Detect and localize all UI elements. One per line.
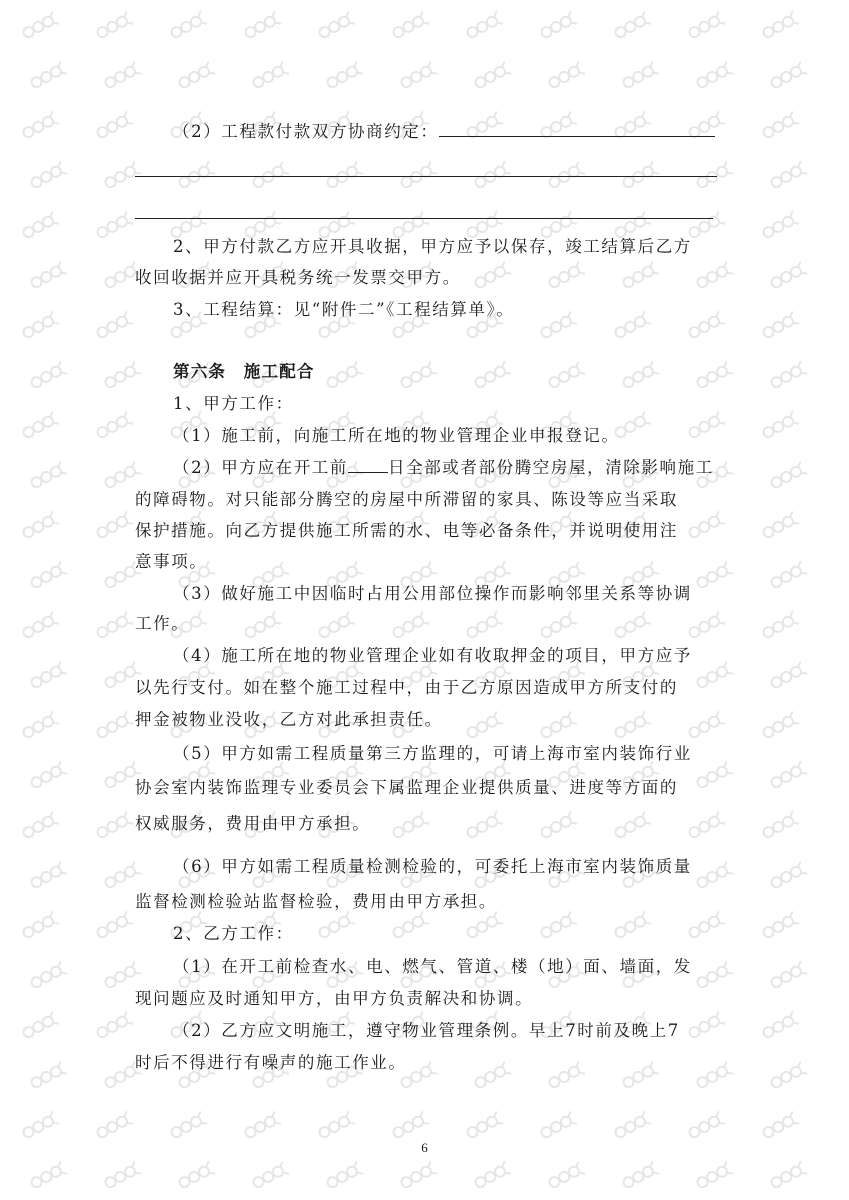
watermark-stamp: [617, 1057, 663, 1095]
watermark-stamp: [17, 107, 63, 145]
watermark-stamp: [321, 357, 367, 395]
watermark-stamp: [91, 807, 137, 845]
watermark-stamp: [683, 507, 729, 545]
watermark-stamp: [25, 557, 71, 595]
watermark-stamp: [765, 1057, 811, 1095]
watermark-stamp: [25, 1157, 71, 1195]
watermark-stamp: [683, 307, 729, 345]
watermark-stamp: [17, 307, 63, 345]
watermark-stamp: [91, 707, 137, 745]
watermark-stamp: [91, 407, 137, 445]
watermark-stamp: [469, 57, 515, 95]
watermark-stamp: [683, 7, 729, 45]
watermark-stamp: [535, 607, 581, 645]
watermark-stamp: [757, 707, 803, 745]
watermark-stamp: [99, 1157, 145, 1195]
watermark-stamp: [757, 207, 803, 245]
watermark-stamp: [765, 457, 811, 495]
watermark-stamp: [757, 607, 803, 645]
watermark-stamp: [17, 807, 63, 845]
watermark-stamp: [91, 207, 137, 245]
watermark-stamp: [461, 7, 507, 45]
watermark-stamp: [91, 907, 137, 945]
watermark-stamp: [387, 607, 433, 645]
watermark-stamp: [321, 57, 367, 95]
watermark-stamp: [25, 57, 71, 95]
watermark-stamp: [91, 7, 137, 45]
watermark-stamp: [691, 657, 737, 695]
party-a-item-6-line-1: （6）甲方如需工程质量检测检验的，可委托上海市室内装饰质量: [173, 857, 692, 876]
watermark-stamp: [25, 257, 71, 295]
party-b-work-title: 2、乙方工作：: [173, 924, 294, 943]
watermark-stamp: [461, 807, 507, 845]
watermark-stamp: [609, 807, 655, 845]
watermark-stamp: [609, 307, 655, 345]
watermark-stamp: [91, 307, 137, 345]
watermark-stamp: [535, 7, 581, 45]
watermark-stamp: [691, 957, 737, 995]
watermark-stamp: [691, 357, 737, 395]
watermark-stamp: [683, 407, 729, 445]
party-a-item-2-suffix: 日全部或者部份腾空房屋，清除影响施工: [388, 458, 714, 477]
watermark-stamp: [765, 557, 811, 595]
party-a-item-4-line-1: （4）施工所在地的物业管理企业如有收取押金的项目，甲方应予: [173, 646, 692, 665]
party-a-item-4-line-3: 押金被物业没收，乙方对此承担责任。: [135, 710, 443, 729]
watermark-stamp: [691, 557, 737, 595]
party-a-item-2-line-3: 保护措施。向乙方提供施工所需的水、电等必备条件，并说明使用注: [135, 521, 678, 540]
watermark-stamp: [757, 507, 803, 545]
clause-2-line-1: 2、甲方付款乙方应开具收据，甲方应予以保存，竣工结算后乙方: [173, 237, 692, 256]
party-a-item-2-line-2: 的障碍物。对只能部分腾空的房屋中所滞留的家具、陈设等应当采取: [135, 490, 678, 509]
watermark-stamp: [617, 1157, 663, 1195]
watermark-stamp: [395, 357, 441, 395]
watermark-stamp: [387, 807, 433, 845]
watermark-stamp: [17, 407, 63, 445]
watermark-stamp: [25, 457, 71, 495]
watermark-stamp: [17, 207, 63, 245]
watermark-stamp: [99, 57, 145, 95]
watermark-stamp: [17, 707, 63, 745]
watermark-stamp: [247, 1157, 293, 1195]
watermark-stamp: [17, 607, 63, 645]
watermark-stamp: [765, 857, 811, 895]
days-blank: [348, 458, 388, 473]
watermark-stamp: [543, 57, 589, 95]
watermark-stamp: [91, 507, 137, 545]
watermark-stamp: [765, 157, 811, 195]
watermark-stamp: [765, 957, 811, 995]
watermark-stamp: [691, 57, 737, 95]
party-a-item-2-line-4: 意事项。: [135, 552, 208, 571]
watermark-stamp: [17, 7, 63, 45]
watermark-stamp: [757, 307, 803, 345]
watermark-stamp: [757, 7, 803, 45]
party-a-item-5-line-2: 协会室内装饰监理专业委员会下属监理企业提供质量、进度等方面的: [135, 778, 678, 797]
watermark-stamp: [543, 1157, 589, 1195]
watermark-stamp: [691, 257, 737, 295]
watermark-stamp: [387, 7, 433, 45]
watermark-stamp: [239, 7, 285, 45]
watermark-stamp: [535, 907, 581, 945]
watermark-stamp: [91, 1007, 137, 1045]
party-a-item-3-line-2: 工作。: [135, 614, 190, 633]
watermark-stamp: [691, 857, 737, 895]
watermark-stamp: [91, 107, 137, 145]
watermark-stamp: [25, 857, 71, 895]
watermark-stamp: [91, 607, 137, 645]
watermark-stamp: [617, 57, 663, 95]
watermark-stamp: [765, 257, 811, 295]
watermark-stamp: [17, 1007, 63, 1045]
watermark-stamp: [469, 357, 515, 395]
party-a-item-1: （1）施工前，向施工所在地的物业管理企业申报登记。: [173, 426, 620, 445]
watermark-stamp: [765, 1157, 811, 1195]
watermark-stamp: [691, 1157, 737, 1195]
watermark-stamp: [683, 907, 729, 945]
article-6-heading: 第六条 施工配合: [173, 362, 315, 381]
clause-3-settlement: 3、工程结算：见“附件二”《工程结算单》。: [173, 300, 515, 319]
party-b-item-1-line-1: （1）在开工前检查水、电、燃气、管道、楼（地）面、墙面，发: [173, 957, 692, 976]
party-b-item-1-line-2: 现问题应及时通知甲方，由甲方负责解决和协调。: [135, 989, 534, 1008]
watermark-stamp: [469, 1157, 515, 1195]
watermark-stamp: [25, 157, 71, 195]
watermark-stamp: [25, 957, 71, 995]
watermark-stamp: [165, 7, 211, 45]
watermark-stamp: [757, 807, 803, 845]
party-a-item-5-line-1: （5）甲方如需工程质量第三方监理的，可请上海市室内装饰行业: [173, 744, 692, 763]
page-number: 6: [421, 1140, 428, 1155]
watermark-stamp: [765, 57, 811, 95]
watermark-stamp: [617, 357, 663, 395]
party-b-item-2-line-2: 时后不得进行有噪声的施工作业。: [135, 1053, 407, 1072]
watermark-stamp: [609, 907, 655, 945]
watermark-stamp: [321, 1157, 367, 1195]
party-a-item-2-line-1: [173, 454, 714, 478]
party-a-work-title: 1、甲方工作：: [173, 394, 294, 413]
watermark-stamp: [543, 1057, 589, 1095]
watermark-stamp: [173, 1157, 219, 1195]
watermark-stamp: [25, 1057, 71, 1095]
payment-agreement-line: [173, 118, 715, 142]
payment-agreement-blank: [439, 122, 715, 137]
watermark-stamp: [765, 657, 811, 695]
party-a-item-4-line-2: 以先行支付。如在整个施工过程中，由于乙方原因造成甲方所支付的: [135, 678, 678, 697]
watermark-stamp: [469, 257, 515, 295]
watermark-stamp: [313, 7, 359, 45]
watermark-stamp: [609, 607, 655, 645]
watermark-stamp: [25, 757, 71, 795]
watermark-stamp: [757, 107, 803, 145]
watermark-stamp: [25, 357, 71, 395]
watermark-stamp: [683, 1007, 729, 1045]
watermark-stamp: [469, 1057, 515, 1095]
watermark-stamp: [691, 757, 737, 795]
clause-2-line-2: 收回收据并应开具税务统一发票交甲方。: [135, 268, 461, 287]
watermark-stamp: [543, 257, 589, 295]
watermark-stamp: [387, 907, 433, 945]
watermark-stamp: [543, 357, 589, 395]
party-a-item-5-line-3: 权威服务，费用由甲方承担。: [135, 814, 371, 833]
party-b-item-2-line-1: （2）乙方应文明施工，遵守物业管理条例。早上7时前及晚上7: [173, 1021, 680, 1040]
watermark-stamp: [691, 1057, 737, 1095]
party-a-item-6-line-2: 监督检测检验站监督检验，费用由甲方承担。: [135, 892, 497, 911]
watermark-stamp: [765, 357, 811, 395]
watermark-stamp: [609, 7, 655, 45]
payment-agreement-label: （2）工程款付款双方协商约定：: [173, 122, 439, 141]
watermark-stamp: [757, 1007, 803, 1045]
watermark-stamp: [757, 407, 803, 445]
watermark-stamp: [683, 607, 729, 645]
watermark-stamp: [17, 907, 63, 945]
watermark-stamp: [247, 57, 293, 95]
watermark-stamp: [535, 307, 581, 345]
watermark-stamp: [239, 607, 285, 645]
watermark-stamp: [25, 657, 71, 695]
blank-rule-1: [135, 176, 717, 177]
watermark-stamp: [765, 757, 811, 795]
watermark-stamp: [395, 1157, 441, 1195]
party-a-item-2-prefix: （2）甲方应在开工前: [173, 458, 348, 477]
watermark-stamp: [313, 607, 359, 645]
watermark-stamp: [535, 807, 581, 845]
watermark-stamp: [17, 507, 63, 545]
watermark-stamp: [173, 57, 219, 95]
watermark-stamp: [461, 607, 507, 645]
watermark-stamp: [757, 907, 803, 945]
watermark-stamp: [617, 257, 663, 295]
watermark-stamp: [313, 907, 359, 945]
watermark-stamp: [395, 57, 441, 95]
party-a-item-3-line-1: （3）做好施工中因临时占用公用部位操作而影响邻里关系等协调: [173, 584, 692, 603]
watermark-stamp: [683, 807, 729, 845]
watermark-stamp: [461, 907, 507, 945]
watermark-stamp: [99, 357, 145, 395]
blank-rule-2: [135, 218, 713, 219]
